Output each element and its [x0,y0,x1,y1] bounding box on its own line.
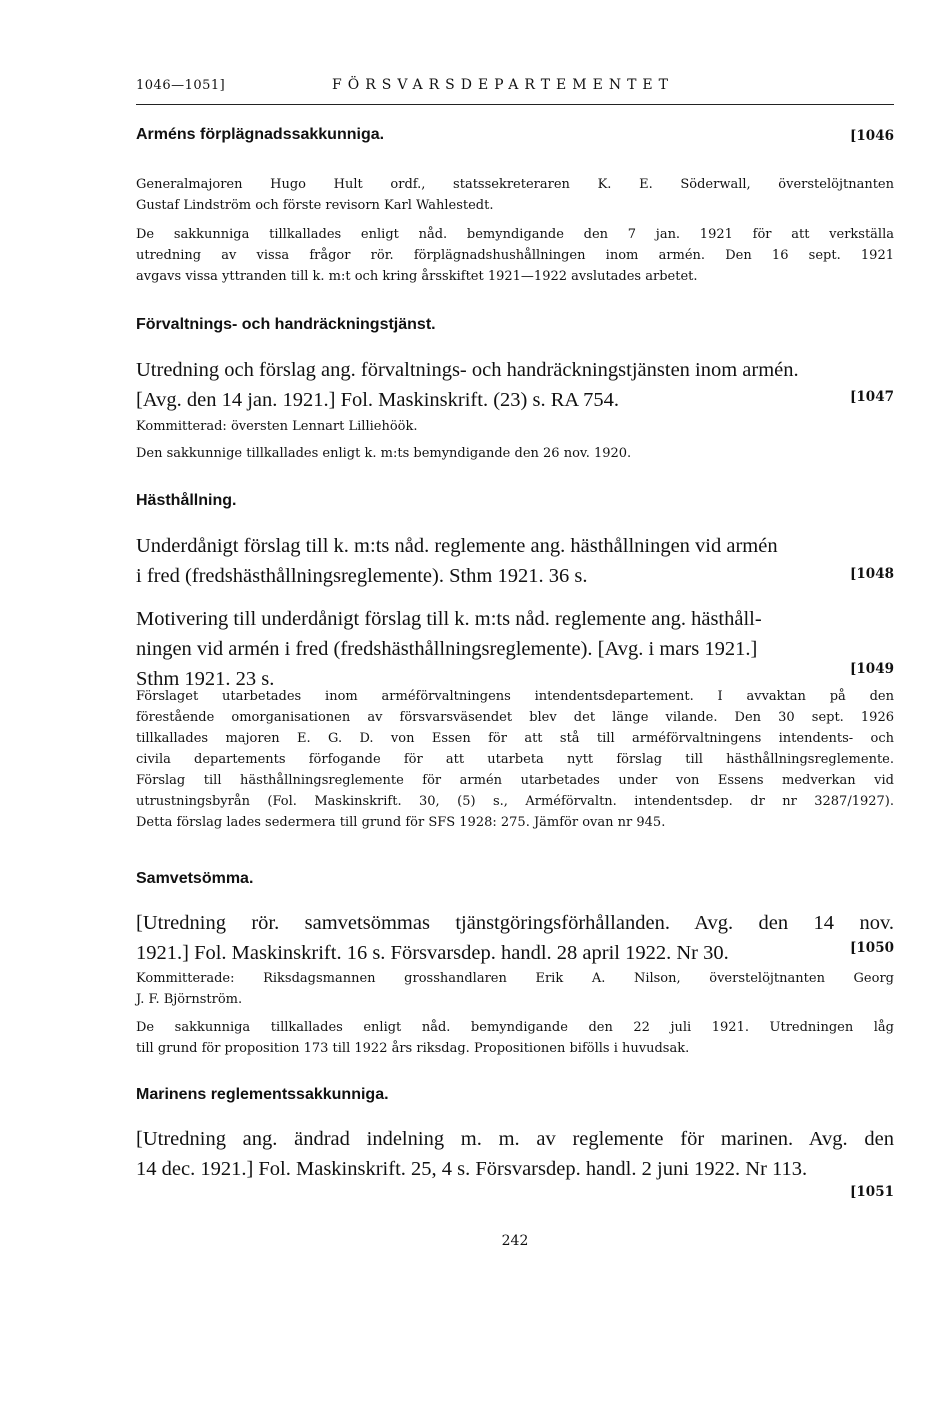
department-title: FÖRSVARSDEPARTEMENTET [332,77,674,93]
running-head [136,74,894,105]
entry-title: Underdånigt förslag till k. m:ts nåd. reglemente ang. hästhållningen vid armén i fred (fredshästhållningsreglemente). Sthm 1921. 36 s. [136,535,778,587]
section-heading: Arméns förplägnadssakkunniga. [136,126,385,143]
entry-number: [1050 [850,940,894,956]
page-number: 242 [501,1233,529,1249]
note: Den sakkunnige tillkallades enligt k. m:ts bemyndigande den 26 nov. 1920. [136,446,632,461]
page-range: 1046—1051] [136,78,226,93]
entry-title: Utredning och förslag ang. förvaltnings- och handräckningstjänsten inom armén. [Avg. den 14 jan. 1921.] Fol. Maskinskrift. (23) s. RA 754. [136,359,799,411]
note: De sakkunniga tillkallades enligt nåd. bemyndigande den 22 juli 1921. Utredningen låg till grund för proposition 173 till 1922 års riksdag. Propositionen bifölls i huvudsak. [136,1020,894,1056]
entry-title: [Utredning ang. ändrad indelning m. m. av reglemente för marinen. Avg. den 14 dec. 1921.] Fol. Maskinskrift. 25, 4 s. Försvarsdep. handl. 2 juni 1922. Nr 113. [136,1128,894,1180]
section-heading: Samvetsömma. [136,870,254,887]
entry-number: [1051 [850,1184,894,1200]
entry-title: Motivering till underdånigt förslag till k. m:ts nåd. reglemente ang. hästhåll- ningen vid armén i fred (fredshästhållningsreglemente). [Avg. i mars 1921.] Sthm 1921. 23 s. [136,608,762,690]
note: Förslaget utarbetades inom arméförvaltningens intendentsdepartement. I avvaktan på den förestående omorganisationen av försvarsväsendet blev det länge vilande. Den 30 sept. 1926 tillkallades majoren E. G. D. von Essen för att stå till arméförvaltningens intendents- och civila departements förfogande för att utarbeta nytt förslag till hästhållningsreglemente. Förslag till hästhållningsreglemente för armén utarbetades under von Essens medverkan vid utrustningsbyrån (Fol. Maskinskrift. 30, (5) s., Arméförvaltn. intendentsdep. dr nr 3287/1927). Detta förslag lades sedermera till grund för SFS 1928: 275. Jämför ovan nr 945. [136,689,894,830]
entry-number: [1048 [850,566,894,582]
note: Kommitterade: Riksdagsmannen grosshandlaren Erik A. Nilson, överstelöjtnanten Georg J. F. Björnström. [136,971,894,1007]
paragraph: Generalmajoren Hugo Hult ordf., statssekreteraren K. E. Söderwall, överstelöjtnanten Gustaf Lindström och förste revisorn Karl Wahlestedt. [136,177,894,213]
entry-number: [1046 [850,128,894,144]
note: Kommitterad: översten Lennart Lilliehöök. [136,419,418,434]
paragraph: De sakkunniga tillkallades enligt nåd. bemyndigande den 7 jan. 1921 för att verkställa utredning av vissa frågor rör. förplägnadshushållningen inom armén. Den 16 sept. 1921 avgavs vissa yttranden till k. m:t och kring årsskiftet 1921—1922 avslutades arbetet. [136,227,894,284]
section-heading: Hästhållning. [136,492,237,509]
section-heading: Marinens reglementssakkunniga. [136,1086,389,1103]
section-heading: Förvaltnings- och handräckningstjänst. [136,316,436,333]
entry-number: [1049 [850,661,894,677]
entry-number: [1047 [850,389,894,405]
entry-title: [Utredning rör. samvetsömmas tjänstgöringsförhållanden. Avg. den 14 nov. 1921.] Fol. Maskinskrift. 16 s. Försvarsdep. handl. 28 april 1922. Nr 30. [136,912,894,964]
